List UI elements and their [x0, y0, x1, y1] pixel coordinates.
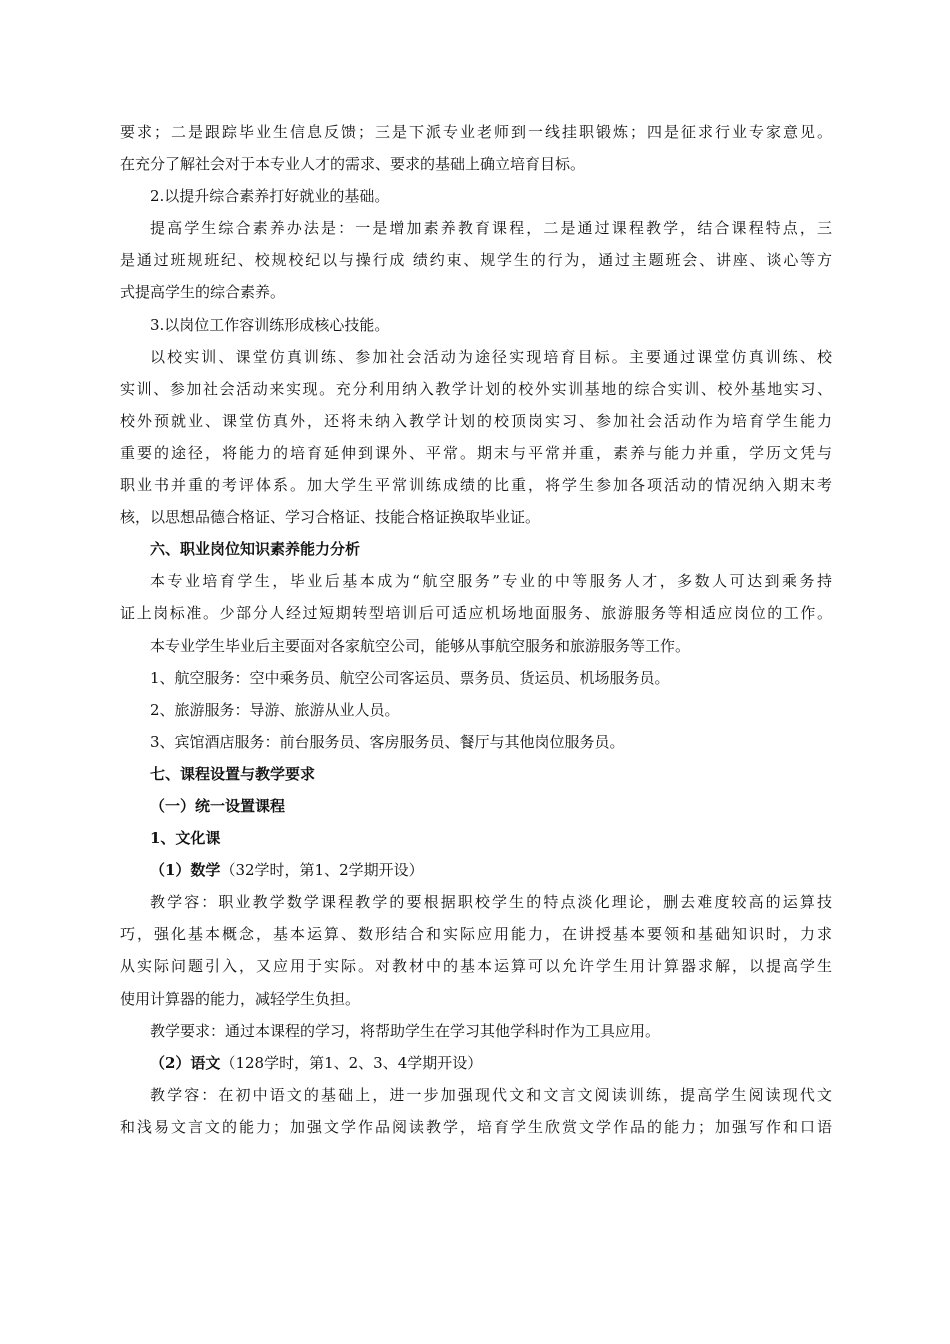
paragraph-line: 巧，强化基本概念，基本运算、数形结合和实际应用能力，在讲授基本要领和基础知识时，力求 [120, 925, 832, 944]
subsection-heading: 1、文化课 [150, 829, 221, 848]
course-hours: （128学时，第1、2、3、4学期开设） [220, 1053, 483, 1072]
subsection-heading: （一）统一设置课程 [150, 796, 286, 815]
course-heading-chinese [120, 1047, 832, 1079]
list-item: 1、航空服务：空中乘务员、航空公司客运员、票务员、货运员、机场服务员。 [150, 668, 670, 687]
paragraph-line: 实训、参加社会活动来实现。充分利用纳入教学计划的校外实训基地的综合实训、校外基地实习、 [120, 379, 832, 398]
paragraph-line: 证上岗标准。少部分人经过短期转型培训后可适应机场地面服务、旅游服务等相适应岗位的工作。 [120, 604, 832, 623]
paragraph-line: 教学容：在初中语文的基础上，进一步加强现代文和文言文阅读训练，提高学生阅读现代文 [150, 1085, 832, 1104]
document-page [120, 116, 832, 1143]
section-point-3: 3.以岗位工作容训练形成核心技能。 [150, 315, 390, 334]
paragraph-line: 以校实训、课堂仿真训练、参加社会活动为途径实现培育目标。主要通过课堂仿真训练、校 [150, 347, 832, 366]
paragraph-line: 本专业学生毕业后主要面对各家航空公司，能够从事航空服务和旅游服务等工作。 [150, 636, 691, 655]
course-title: （2）语文 [150, 1053, 221, 1072]
paragraph-line: 校外预就业、课堂仿真外，还将未纳入教学计划的校顶岗实习、参加社会活动作为培育学生能力 [120, 411, 832, 430]
course-heading-math [120, 854, 832, 886]
list-item: 2、旅游服务：导游、旅游从业人员。 [150, 700, 400, 719]
paragraph-line: 重要的途径，将能力的培育延伸到课外、平常。期末与平常并重，素养与能力并重，学历文凭与 [120, 443, 832, 462]
paragraph-line: 从实际问题引入，又应用于实际。对教材中的基本运算可以允许学生用计算器求解，以提高学生 [120, 957, 832, 976]
paragraph-line: 式提高学生的综合素养。 [120, 283, 286, 302]
paragraph-line: 是通过班规班纪、校规校纪以与操行成 绩约束、规学生的行为，通过主题班会、讲座、谈心等方 [120, 251, 832, 270]
paragraph-line: 核，以思想品德合格证、学习合格证、技能合格证换取毕业证。 [120, 508, 541, 527]
paragraph-line: 要求；二是跟踪毕业生信息反馈；三是下派专业老师到一线挂职锻炼；四是征求行业专家意见。 [120, 123, 832, 141]
paragraph-line: 本专业培育学生，毕业后基本成为“航空服务”专业的中等服务人才，多数人可达到乘务持 [150, 572, 832, 591]
list-item: 3、宾馆酒店服务：前台服务员、客房服务员、餐厅与其他岗位服务员。 [150, 732, 625, 751]
course-title: （1）数学 [150, 861, 221, 880]
paragraph-line: 职业书并重的考评体系。加大学生平常训练成绩的比重，将学生参加各项活动的情况纳入期末考 [120, 476, 832, 495]
paragraph-line: 使用计算器的能力，减轻学生负担。 [120, 989, 361, 1008]
section-heading-6: 六、职业岗位知识素养能力分析 [150, 540, 361, 559]
paragraph-line: 提高学生综合素养办法是：一是增加素养教育课程，二是通过课程教学，结合课程特点，三 [150, 219, 832, 238]
section-point-2: 2.以提升综合素养打好就业的基础。 [150, 187, 390, 206]
course-hours: （32学时，第1、2学期开设） [220, 861, 424, 880]
paragraph-line: 和浅易文言文的能力；加强文学作品阅读教学，培育学生欣赏文学作品的能力；加强写作和口语 [120, 1117, 832, 1136]
paragraph-line: 教学容：职业教学数学课程教学的要根据职校学生的特点淡化理论，删去难度较高的运算技 [150, 893, 832, 912]
paragraph-line: 教学要求：通过本课程的学习，将帮助学生在学习其他学科时作为工具应用。 [150, 1021, 661, 1040]
paragraph-line: 在充分了解社会对于本专业人才的需求、要求的基础上确立培育目标。 [120, 155, 586, 174]
section-heading-7: 七、课程设置与教学要求 [150, 764, 316, 783]
